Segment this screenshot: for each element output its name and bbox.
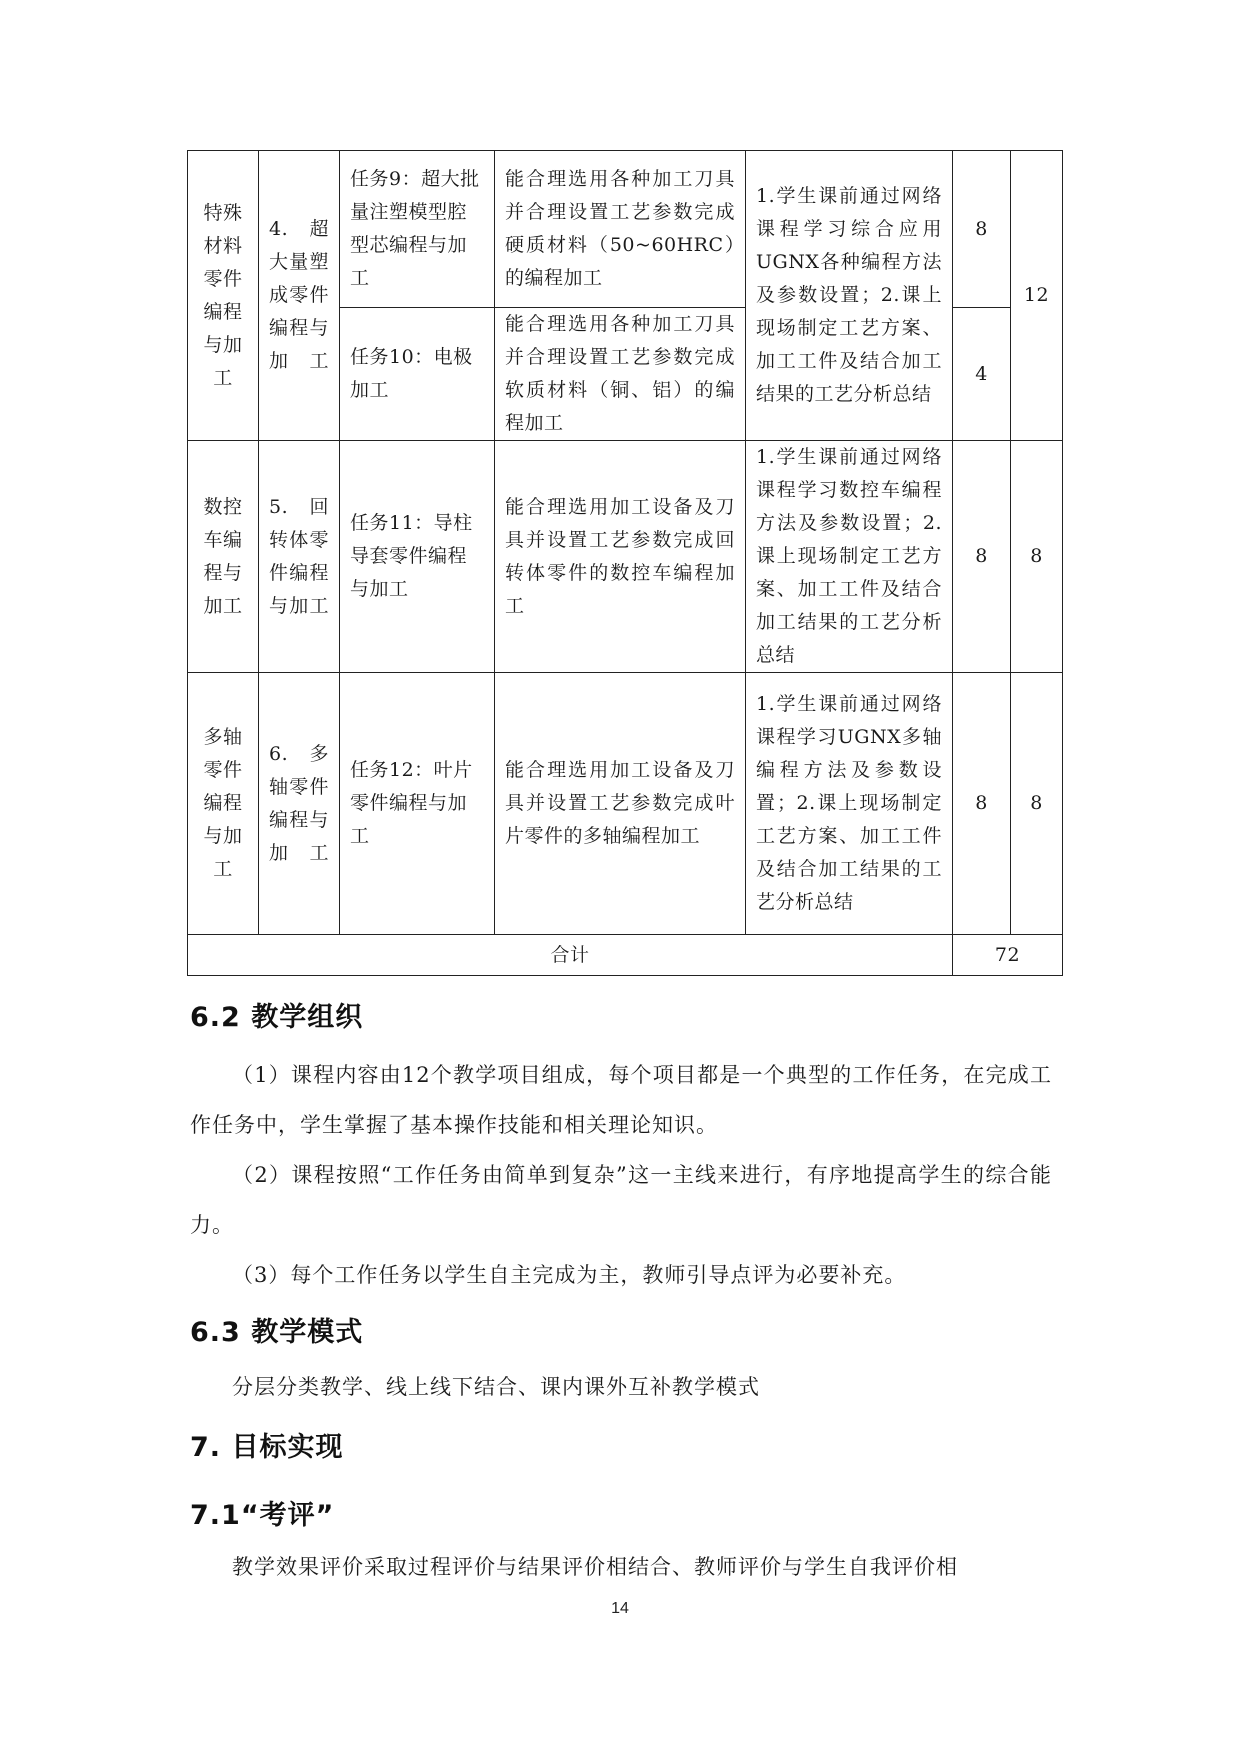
total-label-cell: 合计 (188, 935, 953, 976)
table-total-row (188, 935, 1063, 976)
module-cell: 多轴 零件 编程 与加 工 (188, 673, 259, 935)
paragraph: （3）每个工作任务以学生自主完成为主，教师引导点评为必要补充。 (232, 1263, 907, 1287)
paragraph: （1）课程内容由12个教学项目组成，每个项目都是一个典型的工作任务，在完成工作任务中，学生掌握了基本操作技能和相关理论知识。 (190, 1063, 1052, 1137)
project-cell: 5. 回转体零件编程与加工 (259, 441, 340, 673)
page-number: 14 (611, 1600, 629, 1617)
goal-cell: 能合理选用加工设备及刀具并设置工艺参数完成回转体零件的数控车编程加工 (495, 441, 746, 673)
subtotal-cell: 12 (1011, 151, 1063, 441)
table-row (188, 673, 1063, 935)
total-value-cell: 72 (953, 935, 1063, 976)
section-heading-6-2: 6.2 教学组织 (190, 1002, 364, 1033)
project-cell: 4. 超大量塑成零件编程与加工 (259, 151, 340, 441)
hours-cell: 8 (953, 441, 1011, 673)
method-cell: 1.学生课前通过网络课程学习数控车编程方法及参数设置；2.课上现场制定工艺方案、加工工件及结合加工结果的工艺分析总结 (746, 441, 953, 673)
project-cell: 6. 多轴零件编程与加工 (259, 673, 340, 935)
task-cell: 任务12：叶片零件编程与加工 (340, 673, 495, 935)
section-heading-7: 7. 目标实现 (190, 1432, 344, 1463)
section-heading-6-3: 6.3 教学模式 (190, 1317, 364, 1348)
module-cell: 数控 车编 程与 加工 (188, 441, 259, 673)
goal-cell: 能合理选用加工设备及刀具并设置工艺参数完成叶片零件的多轴编程加工 (495, 673, 746, 935)
course-schedule-table (187, 150, 1063, 976)
method-cell: 1.学生课前通过网络课程学习UGNX多轴编程方法及参数设置；2.课上现场制定工艺方案、加工工件及结合加工结果的工艺分析总结 (746, 673, 953, 935)
section-body-6-2 (190, 1050, 1052, 1300)
paragraph: （2）课程按照“工作任务由简单到复杂”这一主线来进行，有序地提高学生的综合能力。 (190, 1163, 1052, 1237)
method-cell: 1.学生课前通过网络课程学习综合应用UGNX各种编程方法及参数设置；2.课上现场制定工艺方案、加工工件及结合加工结果的工艺分析总结 (746, 151, 953, 441)
goal-cell: 能合理选用各种加工刀具并合理设置工艺参数完成硬质材料（50~60HRC）的编程加工 (495, 151, 746, 308)
module-cell: 特殊 材料 零件 编程 与加 工 (188, 151, 259, 441)
subtotal-cell: 8 (1011, 673, 1063, 935)
task-cell: 任务9：超大批量注塑模型腔型芯编程与加工 (340, 151, 495, 308)
hours-cell: 8 (953, 673, 1011, 935)
table-row (188, 441, 1063, 673)
task-cell: 任务11：导柱导套零件编程与加工 (340, 441, 495, 673)
section-heading-7-1: 7.1“考评” (190, 1500, 335, 1531)
paragraph: 分层分类教学、线上线下结合、课内课外互补教学模式 (232, 1375, 760, 1399)
section-body-6-3 (190, 1362, 1052, 1412)
paragraph: 教学效果评价采取过程评价与结果评价相结合、教师评价与学生自我评价相 (232, 1555, 958, 1579)
table-row (188, 151, 1063, 308)
goal-cell: 能合理选用各种加工刀具并合理设置工艺参数完成软质材料（铜、铝）的编程加工 (495, 308, 746, 441)
subtotal-cell: 8 (1011, 441, 1063, 673)
task-cell: 任务10：电极加工 (340, 308, 495, 441)
section-body-7-1 (190, 1542, 1052, 1592)
hours-cell: 8 (953, 151, 1011, 308)
hours-cell: 4 (953, 308, 1011, 441)
